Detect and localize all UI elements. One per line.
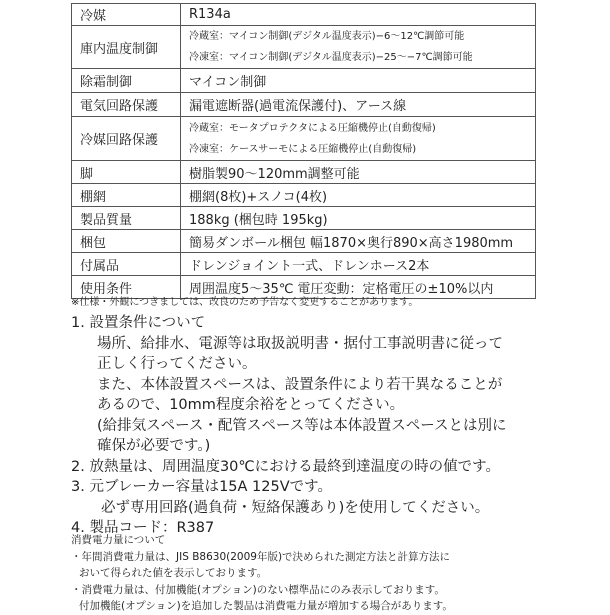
power-title: 消費電力量について bbox=[71, 534, 166, 546]
spec-row-temp-control bbox=[72, 26, 536, 69]
spec-value: 漏電遮断器(過電流保護付)、アース線 bbox=[181, 93, 536, 117]
spec-row-shelves bbox=[72, 184, 536, 207]
power-bullet-line: 付加機能(オプション)を追加した製品は消費電力量が増加する場合があります。 bbox=[79, 600, 453, 612]
note-2: 2. 放熱量は、周囲温度30℃における最終到達温度の時の値です。 bbox=[71, 458, 501, 475]
spec-label: 付属品 bbox=[72, 253, 181, 276]
note-1-line: 確保が必要です。) bbox=[97, 438, 211, 454]
note-1-line: (給排気スペース・配管スペース等は本体設置スペースとは別に bbox=[97, 417, 507, 434]
spec-table bbox=[71, 3, 536, 299]
spec-row-accessories bbox=[72, 253, 536, 276]
spec-value: R134a bbox=[181, 4, 536, 26]
spec-row-circuit-protection bbox=[72, 93, 536, 117]
power-consumption-notes bbox=[71, 532, 453, 615]
spec-label: 製品質量 bbox=[72, 207, 181, 230]
installation-notes bbox=[71, 313, 506, 539]
spec-value: 188kg (梱包時 195kg) bbox=[181, 207, 536, 230]
note-1-line: 場所、給排水、電源等は取扱説明書・据付工事説明書に従って bbox=[97, 335, 503, 352]
spec-value-line: 冷凍室：ケースサーモによる圧縮機停止(自動復帰) bbox=[189, 143, 417, 155]
spec-footnote: ※仕様・外観につきましては、改良のため予告なく変更することがあります。 bbox=[71, 297, 419, 308]
spec-value-line: 冷凍室：マイコン制御(デジタル温度表示)−25〜−7℃調節可能 bbox=[189, 52, 473, 63]
spec-label: 庫内温度制御 bbox=[72, 26, 181, 69]
spec-value-line: 冷蔵室：モータプロテクタによる圧縮機停止(自動復帰) bbox=[189, 122, 436, 134]
note-1-line: あるので、10mm程度余裕をとってください。 bbox=[97, 397, 405, 413]
spec-value bbox=[181, 26, 536, 69]
spec-value: 簡易ダンボール梱包 幅1870×奥行890×高さ1980mm bbox=[181, 230, 536, 253]
note-3-line: 必ず専用回路(過負荷・短絡保護あり)を使用してください。 bbox=[101, 499, 490, 516]
spec-row-weight bbox=[72, 207, 536, 230]
spec-label: 冷媒 bbox=[72, 4, 181, 26]
spec-value: 周囲温度5〜35℃ 電圧変動：定格電圧の±10%以内 bbox=[181, 276, 536, 299]
spec-label: 電気回路保護 bbox=[72, 93, 181, 117]
spec-value bbox=[181, 117, 536, 161]
spec-value: 棚網(8枚)+スノコ(4枚) bbox=[181, 184, 536, 207]
spec-row-refrigerant bbox=[72, 4, 536, 26]
spec-label: 梱包 bbox=[72, 230, 181, 253]
note-3: 3. 元ブレーカー容量は15A 125Vです。 bbox=[71, 479, 332, 495]
spec-row-packaging bbox=[72, 230, 536, 253]
power-bullet-line: おいて得られた値を表示しております。 bbox=[79, 567, 268, 579]
spec-value-line: 冷蔵室：マイコン制御(デジタル温度表示)−6〜12℃調節可能 bbox=[189, 31, 465, 42]
power-bullet-line: ・年間消費電力量は、JIS B8630(2009年版)で決められた測定方法と計算方法に bbox=[71, 550, 451, 563]
note-1-line: また、本体設置スペースは、設置条件により若干異なることが bbox=[97, 376, 503, 393]
spec-row-defrost bbox=[72, 69, 536, 93]
note-1-title: 1. 設置条件について bbox=[71, 315, 206, 331]
spec-label: 冷媒回路保護 bbox=[72, 117, 181, 161]
spec-value: 樹脂製90〜120mm調整可能 bbox=[181, 161, 536, 184]
spec-value: マイコン制御 bbox=[181, 69, 536, 93]
note-1-line: 正しく行ってください。 bbox=[97, 356, 257, 372]
spec-row-refrigerant-protection bbox=[72, 117, 536, 161]
spec-label: 棚網 bbox=[72, 184, 181, 207]
spec-label: 除霜制御 bbox=[72, 69, 181, 93]
spec-label: 使用条件 bbox=[72, 276, 181, 299]
spec-value: ドレンジョイント一式、ドレンホース2本 bbox=[181, 253, 536, 276]
note-4-product-code: 4. 製品コード：R387 bbox=[71, 520, 215, 536]
spec-row-legs bbox=[72, 161, 536, 184]
power-bullet-line: ・消費電力量は、付加機能(オプション)のない標準品にのみ表示しております。 bbox=[71, 583, 445, 596]
spec-label: 脚 bbox=[72, 161, 181, 184]
